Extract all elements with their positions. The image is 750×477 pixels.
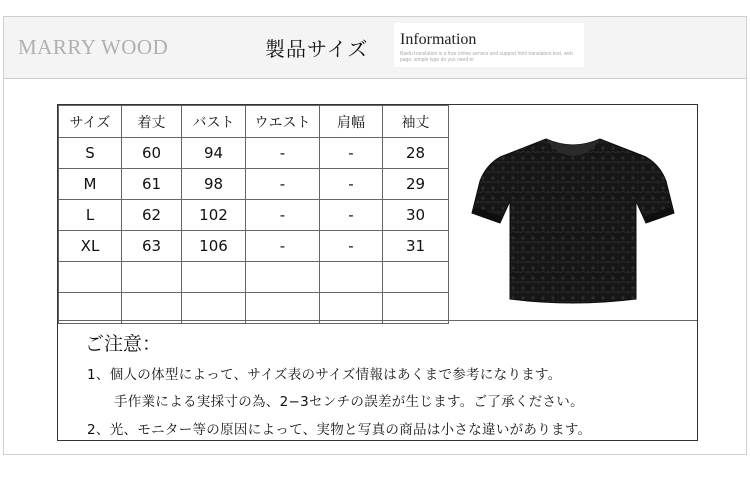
table-cell: 29 [383, 169, 449, 200]
table-cell [59, 293, 122, 324]
product-image [450, 105, 697, 320]
table-cell: - [246, 169, 320, 200]
table-cell: - [320, 138, 383, 169]
table-cell: 94 [182, 138, 246, 169]
size-table [58, 105, 449, 324]
brand-name: MARRY WOOD [18, 35, 169, 59]
table-cell: - [246, 200, 320, 231]
table-cell: XL [59, 231, 122, 262]
header-bust: バスト [182, 106, 246, 138]
table-cell [122, 293, 182, 324]
information-subtext: Baidu translation is a free online service and support html translation text, web page, simple type do you need to [400, 51, 573, 63]
table-row [59, 262, 449, 293]
table-row [59, 293, 449, 324]
notes-title: ご注意： [85, 333, 162, 355]
table-cell [182, 293, 246, 324]
information-title: Information [400, 31, 477, 48]
table-cell: M [59, 169, 122, 200]
table-cell [122, 262, 182, 293]
table-cell: - [246, 231, 320, 262]
table-cell: 31 [383, 231, 449, 262]
table-cell: 62 [122, 200, 182, 231]
header-shoulder: 肩幅 [320, 106, 383, 138]
note-line-1: 1、個人の体型によって、サイズ表のサイズ情報はあくまで参考になります。 [87, 367, 562, 383]
table-cell [383, 293, 449, 324]
table-row [59, 200, 449, 231]
note-line-3: 2、光、モニター等の原因によって、実物と写真の商品は小さな違いがあります。 [87, 422, 592, 438]
table-cell: 102 [182, 200, 246, 231]
table-cell [320, 293, 383, 324]
information-banner [394, 23, 584, 67]
table-cell: - [320, 169, 383, 200]
table-cell [246, 293, 320, 324]
table-cell [383, 262, 449, 293]
table-cell: S [59, 138, 122, 169]
note-line-2: 手作業による実採寸の為、2−3センチの誤差が生じます。ご了承ください。 [114, 394, 584, 410]
page-title: 製品サイズ [265, 37, 369, 61]
table-cell [246, 262, 320, 293]
header-length: 着丈 [122, 106, 182, 138]
table-row [59, 231, 449, 262]
table-cell: - [320, 231, 383, 262]
table-cell [182, 262, 246, 293]
table-header-row [59, 106, 449, 138]
table-cell: 60 [122, 138, 182, 169]
header-sleeve: 袖丈 [383, 106, 449, 138]
header-size: サイズ [59, 106, 122, 138]
table-row [59, 169, 449, 200]
header-waist: ウエスト [246, 106, 320, 138]
notes-divider [58, 320, 697, 321]
table-cell: - [320, 200, 383, 231]
table-cell: 106 [182, 231, 246, 262]
table-cell: - [246, 138, 320, 169]
table-cell [59, 262, 122, 293]
table-cell: L [59, 200, 122, 231]
table-cell: 98 [182, 169, 246, 200]
table-cell: 63 [122, 231, 182, 262]
table-cell: 30 [383, 200, 449, 231]
table-cell [320, 262, 383, 293]
table-cell: 61 [122, 169, 182, 200]
table-cell: 28 [383, 138, 449, 169]
table-row [59, 138, 449, 169]
black-tshirt-icon [450, 105, 697, 320]
